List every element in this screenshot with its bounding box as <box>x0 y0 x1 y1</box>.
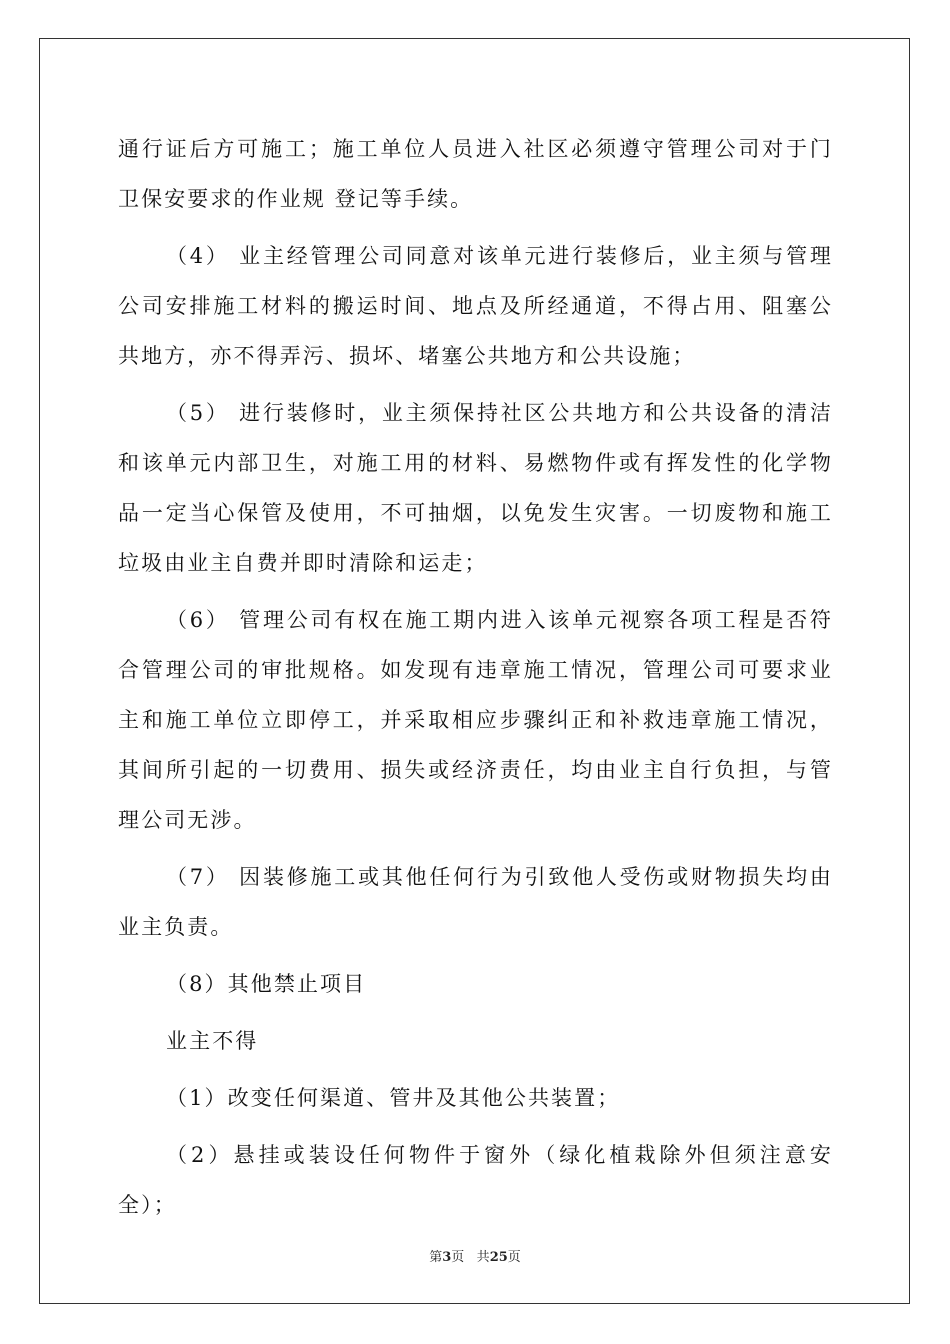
paragraph: 通行证后方可施工；施工单位人员进入社区必须遵守管理公司对于门卫保安要求的作业规 登记等手续。 <box>118 137 833 211</box>
paragraph: （6） 管理公司有权在施工期内进入该单元视察各项工程是否符合管理公司的审批规格。如发现有违章施工情况，管理公司可要求业主和施工单位立即停工，并采取相应步骤纠正和补救违章施工情况，其间所引起的一切费用、损失或经济责任，均由业主自行负担，与管理公司无涉。 <box>118 608 833 832</box>
total-pages-number: 25 <box>489 1250 508 1265</box>
paragraph: （2）悬挂或装设任何物件于窗外（绿化植栽除外但须注意安全）； <box>118 1143 833 1217</box>
current-page-number: 3 <box>442 1250 452 1265</box>
footer-prefix: 第 <box>429 1250 443 1265</box>
paragraph: （5） 进行装修时，业主须保持社区公共地方和公共设备的清洁和该单元内部卫生，对施工用的材料、易燃物件或有挥发性的化学物品一定当心保管及使用，不可抽烟，以免发生灾害。一切废物和施工垃圾由业主自费并即时清除和运走； <box>118 401 833 575</box>
paragraph: （4） 业主经管理公司同意对该单元进行装修后，业主须与管理公司安排施工材料的搬运时间、地点及所经通道，不得占用、阻塞公共地方，亦不得弄污、损坏、堵塞公共地方和公共设施； <box>118 244 833 368</box>
page-footer <box>0 1246 950 1265</box>
footer-total-prefix: 共 <box>476 1250 490 1265</box>
paragraph: 业主不得 <box>166 1029 259 1053</box>
document-body <box>118 124 833 1237</box>
footer-page-suffix: 页 <box>451 1250 465 1265</box>
footer-total-suffix: 页 <box>507 1250 521 1265</box>
paragraph: （1）改变任何渠道、管井及其他公共装置； <box>166 1086 621 1110</box>
paragraph: （8）其他禁止项目 <box>166 972 367 996</box>
paragraph: （7） 因装修施工或其他任何行为引致他人受伤或财物损失均由业主负责。 <box>118 865 833 939</box>
